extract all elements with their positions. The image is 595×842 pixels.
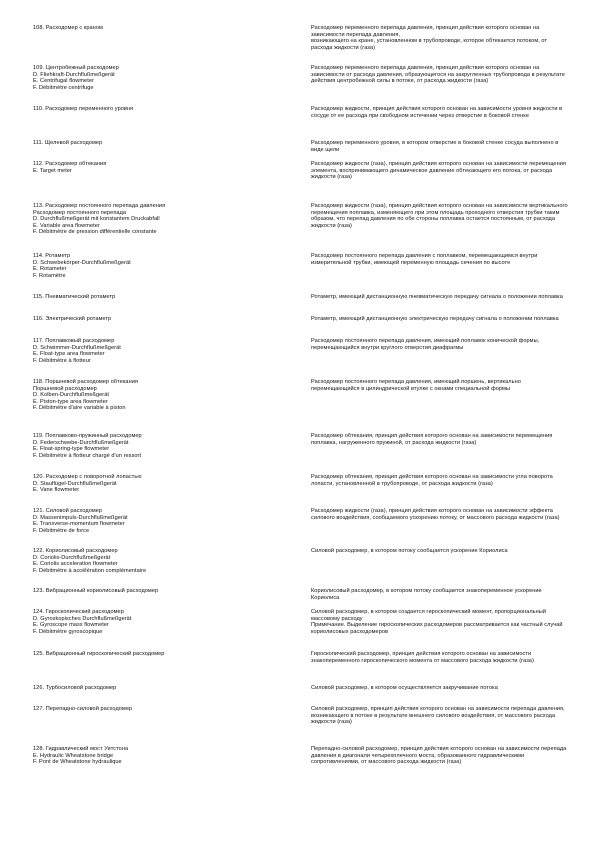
term-name: 121. Силовой расходомер D. Massenimpuls-Durchflußmeßgerät E. Transverse-momentum flowmeter F. Débitmètre de force bbox=[33, 508, 128, 534]
term-name: 124. Гироскопический расходомер D. Gyroskopisches Durchflußmeßgerät E. Gyroscope mass flowmeter F. Débitmètre gyroscopique bbox=[33, 609, 132, 635]
term-entry bbox=[33, 65, 569, 91]
term-definition: Силовой расходомер, в котором осуществляется закручивание потока bbox=[311, 685, 498, 691]
term-entry bbox=[33, 316, 569, 323]
term-definition: Силовой расходомер, в котором потоку сообщается ускорение Кориолиса bbox=[311, 548, 508, 554]
term-entry bbox=[33, 651, 569, 664]
term-entry bbox=[33, 140, 569, 153]
term-name: 120. Расходомер с поворотной лопастью D. Stauflügel-Durchflußmeßgerät E. Vane flowmeter bbox=[33, 474, 142, 494]
term-name: 111. Щелевой расходомер bbox=[33, 140, 103, 146]
term-entry bbox=[33, 338, 569, 364]
term-definition: Силовой расходомер, в котором создается гироскопический момент, пропорциональный массовому расходу Примечание. Выделение гироскопических расходомеров рассматривается как частный случай кориолисовых расходомеров bbox=[311, 609, 563, 635]
term-entry bbox=[33, 294, 569, 301]
term-name: 125. Вибрационный гироскопический расходомер bbox=[33, 651, 165, 657]
term-name: 110. Расходомер переменного уровня bbox=[33, 106, 134, 112]
term-entry bbox=[33, 379, 569, 412]
term-definition: Расходомер переменного уровня, в котором отверстие в боковой стенке сосуда выполнено в виде щели bbox=[311, 140, 559, 153]
term-definition: Кориолисовый расходомер, в котором потоку сообщается знакопеременное ускорение Кориолиса bbox=[311, 588, 542, 601]
term-name: 128. Гидравлический мост Уитстона E. Hydraulic Wheatstone bridge F. Pont de Wheatstone hydraulique bbox=[33, 746, 129, 766]
term-definition: Расходомер обтекания, принцип действия которого основан на зависимости угла поворота лопасти, установленной в трубопроводе, от расхода жидкости (газа) bbox=[311, 474, 553, 487]
term-definition: Силовой расходомер, принцип действия которого основан на зависимости перепада давления, возникающего в потоке в результате внешнего силового воздействия, от массового расхода жидкости (газа) bbox=[311, 706, 565, 726]
term-entry bbox=[33, 161, 569, 181]
term-entry bbox=[33, 706, 569, 726]
term-name: 118. Поршневой расходомер обтекания Поршневой расходомер D. Kolben-Durchflußmeßgerät E. Piston-type area flowmeter F. Débitmètre d'aire variable à piston bbox=[33, 379, 138, 412]
term-name: 126. Турбосиловой расходомер bbox=[33, 685, 117, 691]
term-entry bbox=[33, 253, 569, 279]
term-definition: Расходомер жидкости, принцип действия которого основан на зависимости уровня жидкости в сосуде от ее расхода при свободном истечении через отверстие в боковой стенке bbox=[311, 106, 563, 119]
term-name: 113. Расходомер постоянного перепада давления Расходомер постоянного перепада D. Durchflußmeßgerät mit konstantem Druckabfall E. Variable area flowmeter F. Débitmètre de pression différentielle constante bbox=[33, 203, 166, 236]
term-entry bbox=[33, 685, 569, 692]
term-definition: Расходомер постоянного перепада давления, имеющий поршень, вертикально перемещающийся в цилиндрической втулке с окнами специальной формы bbox=[311, 379, 521, 392]
term-name: 109. Центробежный расходомер D. Fliehkraft-Durchflußmeßgerät E. Centrifugal flowmeter F. Débitmètre centrifuge bbox=[33, 65, 119, 91]
term-entry bbox=[33, 474, 569, 494]
term-name: 116. Электрический ротаметр bbox=[33, 316, 112, 322]
term-entry bbox=[33, 25, 569, 51]
term-entry bbox=[33, 508, 569, 534]
term-name: 115. Пневматический ротаметр bbox=[33, 294, 116, 300]
term-definition: Расходомер жидкости (газа), принцип действия которого основан на зависимости перемещения элемента, воспринимающего динамическое давление обтекающего его потока, от расхода жидкости (газа) bbox=[311, 161, 566, 181]
term-entry bbox=[33, 106, 569, 119]
term-definition: Расходомер жидкости (газа), принцип действия которого основан на зависимости вертикального перемещения поплавка, изменяющего при этом площадь проходного отверстия трубки таким образом, что перепад давления по обе стороны поплавка остается постоянным, от расхода жидкости (газа) bbox=[311, 203, 568, 229]
term-entry bbox=[33, 548, 569, 574]
term-entry bbox=[33, 203, 569, 236]
term-name: 108. Расходомер с краном bbox=[33, 25, 103, 31]
term-entry bbox=[33, 433, 569, 459]
term-name: 127. Перепадно-силовой расходомер bbox=[33, 706, 133, 712]
term-definition: Перепадно-силовой расходомер, принцип действия которого основан на зависимости перепада давления в диагонали четырехплечного моста, образованного гидравлическими сопротивлениями, от массового расхода жидкости (газа) bbox=[311, 746, 567, 766]
term-definition: Расходомер жидкости (газа), принцип действия которого основан на зависимости эффекта силового воздействия, сообщаемого ускорению потоку, от массового расхода жидкости (газа) bbox=[311, 508, 560, 521]
term-name: 122. Кориолисовый расходомер D. Coriolis-Durchflußmeßgerät E. Coriolis acceleration flowmeter F. Débitmètre à accélération complémentaire bbox=[33, 548, 147, 574]
term-definition: Расходомер переменного перепада давления, принцип действия которого основан на зависимости от расхода давления, образующегося на закругленных трубопровода в результате действия центробежной силы в потоке, от расхода жидкости (газа) bbox=[311, 65, 565, 85]
term-entry bbox=[33, 746, 569, 766]
term-entry bbox=[33, 609, 569, 635]
term-definition: Расходомер постоянного перепада давления, имеющий поплавок конической формы, перемещающийся внутри круглого отверстия диафрагмы bbox=[311, 338, 540, 351]
term-definition: Расходомер обтекания, принцип действия которого основан на зависимости перемещения поплавка, нагруженного пружиной, от расхода жидкости (газа) bbox=[311, 433, 553, 446]
term-name: 119. Поплавково-пружинный расходомер D. Federschwebe-Durchflußmeßgerät E. Float-spring-type flowmeter F. Débitmètre à flotteur chargé d'un ressort bbox=[33, 433, 142, 459]
term-definition: Расходомер постоянного перепада давления с поплавком, перемещающимся внутри измерительной трубки, имеющей переменную площадь сечения по высоте bbox=[311, 253, 538, 266]
term-name: 123. Вибрационный кориолисовый расходомер bbox=[33, 588, 159, 594]
term-name: 114. Ротаметр D. Schwebekörper-Durchflußmeßgerät E. Rotameter F. Rotamètre bbox=[33, 253, 131, 279]
term-name: 112. Расходомер обтекания E. Target meter bbox=[33, 161, 107, 174]
term-definition: Гироскопический расходомер, принцип действия которого основан на зависимости знакопеременного гироскопического момента от массового расхода жидкости (газа) bbox=[311, 651, 534, 664]
term-definition: Ротаметр, имеющий дистанционную пневматическую передачу сигнала о положении поплавка bbox=[311, 294, 563, 300]
term-name: 117. Поплавковый расходомер D. Schwimmer-Durchflußmeßgerät E. Float-type area flowmeter F. Débitmètre à flotteur bbox=[33, 338, 121, 364]
term-definition: Ротаметр, имеющий дистанционную электрическую передачу сигнала о положении поплавка bbox=[311, 316, 559, 322]
term-entry bbox=[33, 588, 569, 601]
term-definition: Расходомер переменного перепада давления, принцип действия которого основан на зависимости перепада давления, возникающего на кране, установленном в трубопроводе, которое обтекается потоком, от расхода жидкости (газа) bbox=[311, 25, 548, 51]
